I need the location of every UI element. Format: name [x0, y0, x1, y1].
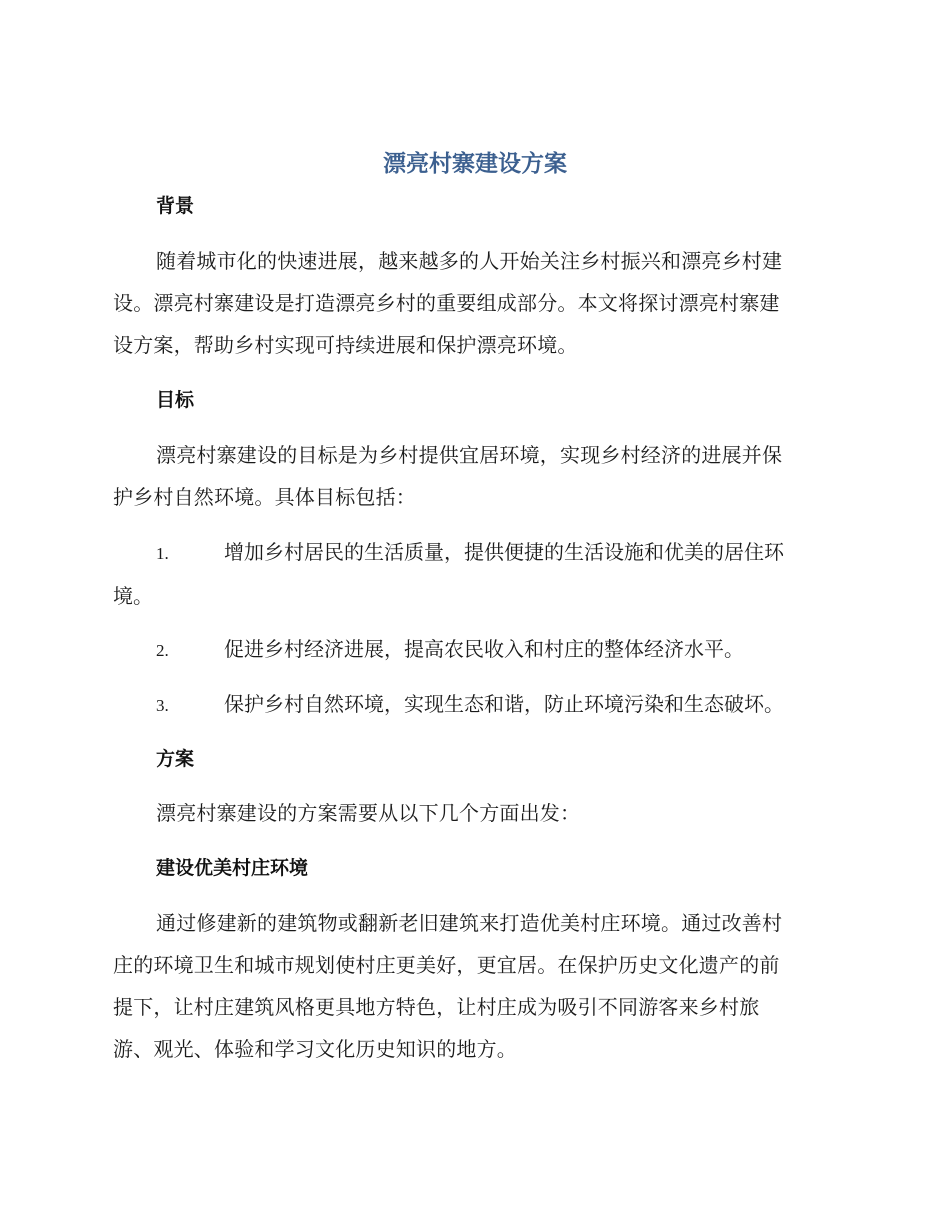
background-paragraph [113, 240, 838, 366]
goal-number-2: 2. [156, 641, 169, 660]
environment-line-2: 庄的环境卫生和城市规划使村庄更美好，更宜居。在保护历史文化遗产的前 [113, 953, 780, 977]
section-heading-plan: 方案 [156, 748, 195, 770]
background-line-2: 设。漂亮村寨建设是打造漂亮乡村的重要组成部分。本文将探讨漂亮村寨建 [113, 291, 780, 315]
goal-text-1a: 增加乡村居民的生活质量，提供便捷的生活设施和优美的居住环 [224, 540, 784, 564]
environment-paragraph [113, 902, 838, 1070]
goal-list-item-3 [113, 683, 838, 727]
section-heading-background: 背景 [156, 195, 195, 217]
background-line-3: 设方案，帮助乡村实现可持续进展和保护漂亮环境。 [113, 333, 578, 357]
goal-list-item-2 [113, 628, 838, 672]
goal-number-1: 1. [156, 544, 169, 563]
plan-line-1: 漂亮村寨建设的方案需要从以下几个方面出发： [156, 801, 581, 825]
goal-list-item-1 [113, 531, 838, 617]
plan-paragraph [113, 792, 838, 834]
goals-line-1: 漂亮村寨建设的目标是为乡村提供宜居环境，实现乡村经济的进展并保 [156, 443, 783, 467]
goal-text-2: 促进乡村经济进展，提高农民收入和村庄的整体经济水平。 [224, 637, 744, 661]
section-heading-environment: 建设优美村庄环境 [156, 857, 309, 879]
goals-line-2: 护乡村自然环境。具体目标包括： [113, 485, 416, 509]
goals-paragraph [113, 434, 838, 518]
section-heading-goals: 目标 [156, 389, 195, 411]
goal-text-1b: 境。 [113, 584, 153, 608]
goal-text-3: 保护乡村自然环境，实现生态和谐，防止环境污染和生态破坏。 [224, 692, 784, 716]
environment-line-1: 通过修建新的建筑物或翻新老旧建筑来打造优美村庄环境。通过改善村 [156, 911, 783, 935]
environment-line-3: 提下，让村庄建筑风格更具地方特色，让村庄成为吸引不同游客来乡村旅 [113, 995, 760, 1019]
document-title: 漂亮村寨建设方案 [383, 151, 567, 177]
environment-line-4: 游、观光、体验和学习文化历史知识的地方。 [113, 1037, 517, 1061]
background-line-1: 随着城市化的快速进展，越来越多的人开始关注乡村振兴和漂亮乡村建 [156, 249, 783, 273]
goal-number-3: 3. [156, 696, 169, 715]
